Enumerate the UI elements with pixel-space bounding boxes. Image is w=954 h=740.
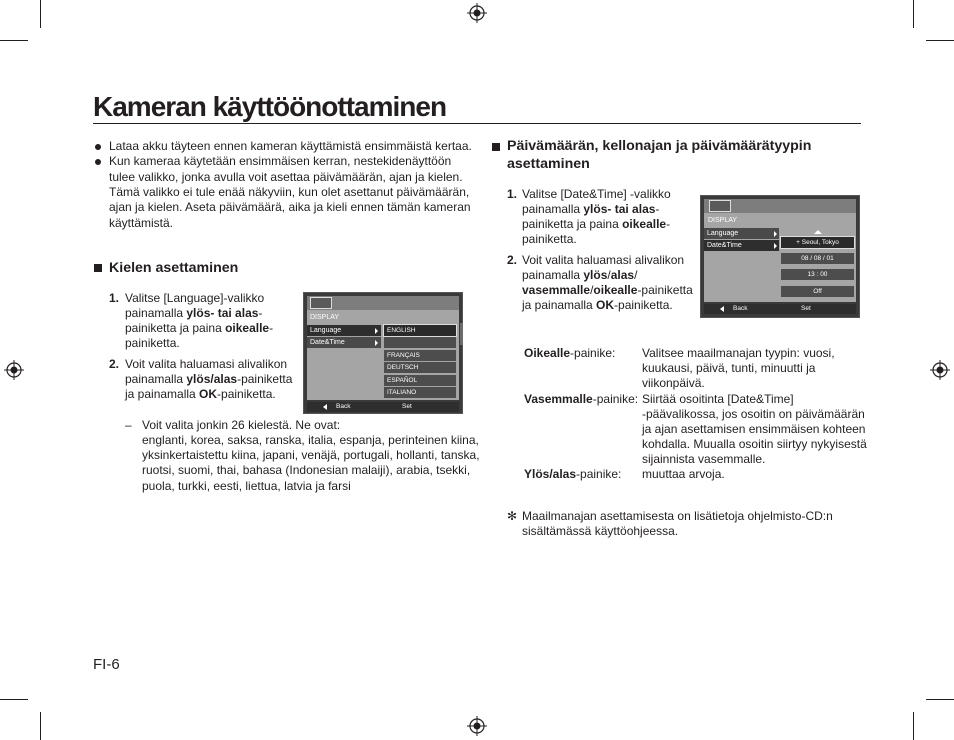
menu-item-language: Language [307,325,381,336]
definition-desc: kuukausi, päivä, tunti, minuutti ja [642,361,816,375]
step-number: 1. [109,291,120,305]
crop-mark [40,0,41,28]
square-bullet-icon [492,143,500,151]
back-arrow-icon [720,306,724,312]
intro-line: Lataa akku täyteen ennen kameran käyttämistä ensimmäistä kertaa. [109,139,472,153]
registration-mark-icon [467,3,487,23]
display-icon [709,200,731,212]
step-number: 1. [507,187,518,201]
step-number: 2. [507,253,518,267]
screen-footer [307,402,459,412]
square-bullet-icon [94,264,102,272]
screen-footer [704,304,856,314]
language-option: ITALIANO [384,387,456,398]
definition-desc: sijainnista vasemmalle. [642,452,766,466]
language-option: DEUTSCH [384,362,456,373]
section-heading-date: Päivämäärän, kellonajan ja päivämäärätyypin [507,138,812,154]
back-arrow-icon [323,404,327,410]
intro-line: ajan ja kielen. Aseta päivämäärä, aika ja kieli ennen tämän kameran [109,200,471,214]
asterisk-icon: ✻ [507,509,518,523]
definition-term: Oikealle-painike: [524,346,616,360]
step-text: Valitse [Language]-valikko [125,291,265,305]
bullet-icon [95,144,101,150]
set-label: Set [801,305,811,312]
camera-screen-datetime [700,195,860,318]
up-arrow-icon [814,230,822,234]
crop-mark [926,699,954,700]
section-heading-date: asettaminen [507,156,590,172]
title-rule [93,123,861,124]
back-label: Back [336,403,351,410]
note-line: Voit valita jonkin 26 kielestä. Ne ovat: [142,418,341,432]
screen-header-label: DISPLAY [310,314,340,321]
chevron-right-icon [774,231,777,237]
date-type-value: Off [781,286,854,297]
intro-line: Tämä valikko ei tule enää näkyviin, kun olet asettanut päivämäärän, [109,185,470,199]
time-value: 13 : 00 [781,269,854,280]
note-line: puola, turkki, eesti, liettua, latvia ja farsi [142,479,351,493]
definition-desc: Siirtää osoitinta [Date&Time] [642,392,794,406]
step-text: painiketta ja paina oikealle- [522,217,671,231]
world-time-value: + Seoul, Tokyo [781,237,854,248]
note-line: ruotsi, suomi, thai, bahasa (Indonesian malaiji), arabia, tsekki, [142,463,471,477]
step-text: ja painamalla OK-painiketta. [125,387,276,401]
step-text: vasemmalle/oikealle-painiketta [522,283,693,297]
step-text: painamalla ylös/alas/ [522,268,638,282]
step-text: Voit valita haluamasi alivalikon [522,253,685,267]
menu-item-datetime: Date&Time [307,337,381,348]
screen-header-label: DISPLAY [708,217,738,224]
camera-screen-language [303,292,463,414]
step-text: painamalla ylös- tai alas- [522,202,660,216]
crop-mark [913,0,914,28]
step-text: Valitse [Date&Time] -valikko [522,187,671,201]
language-option: ESPAÑOL [384,375,456,386]
note-dash: – [125,418,132,432]
step-text: painiketta. [125,336,180,350]
scrollbar [460,323,463,345]
crop-mark [40,712,41,740]
footnote-line: Maailmanajan asettamisesta on lisätietoja ohjelmisto-CD:n [522,509,833,523]
step-text: painamalla ylös- tai alas- [125,306,263,320]
date-value: 08 / 08 / 01 [781,253,854,264]
intro-line: Kun kameraa käytetään ensimmäisen kerran, nestekidenäyttöön [109,154,452,168]
definition-desc: ja ajan asettamisen ensimmäisen kohteen [642,422,866,436]
language-option: ENGLISH [384,325,456,336]
chevron-right-icon [375,328,378,334]
definition-desc: Valitsee maailmanajan tyypin: vuosi, [642,346,835,360]
menu-item-datetime: Date&Time [704,240,779,251]
step-text: painamalla ylös/alas-painiketta [125,372,293,386]
step-text: ja painamalla OK-painiketta. [522,298,673,312]
crop-mark [0,40,28,41]
definition-desc: -päävalikossa, jos osoitin on päivämäärän [642,407,865,421]
menu-item-language: Language [704,228,779,239]
chevron-right-icon [375,340,378,346]
intro-line: käyttämistä. [109,216,174,230]
crop-mark [913,712,914,740]
step-text: painiketta ja paina oikealle- [125,321,274,335]
crop-mark [926,40,954,41]
definition-desc: muuttaa arvoja. [642,467,725,481]
registration-mark-icon [467,716,487,736]
note-line: englanti, korea, saksa, ranska, italia, espanja, perinteinen kiina, [142,433,479,447]
section-heading-language: Kielen asettaminen [109,260,239,276]
back-label: Back [733,305,748,312]
definition-desc: kohdalla. Muualla osoitin siirtyy nykyisestä [642,437,867,451]
step-number: 2. [109,357,120,371]
definition-term: Vasemmalle-painike: [524,392,639,406]
bullet-icon [95,159,101,165]
display-icon [310,297,332,309]
language-option [384,337,456,348]
step-text: Voit valita haluamasi alivalikon [125,357,288,371]
page-title: Kameran käyttöönottaminen [93,91,447,122]
intro-line: tulee valikko, jonka avulla voit asettaa päivämäärän, ajan ja kielen. [109,170,463,184]
chevron-right-icon [774,243,777,249]
step-text: painiketta. [522,232,577,246]
definition-desc: viikonpäivä. [642,376,705,390]
language-option: FRANÇAIS [384,350,456,361]
screen-body [307,296,459,400]
set-label: Set [402,403,412,410]
registration-mark-icon [4,360,24,380]
note-line: yksinkertaistettu kiina, japani, venäjä, portugali, hollanti, tanska, [142,448,480,462]
definition-term: Ylös/alas-painike: [524,467,622,481]
crop-mark [0,699,28,700]
registration-mark-icon [930,360,950,380]
screen-body [704,199,856,302]
footnote-line: sisältämässä käyttöohjeessa. [522,524,679,538]
page-number: FI-6 [93,656,120,673]
